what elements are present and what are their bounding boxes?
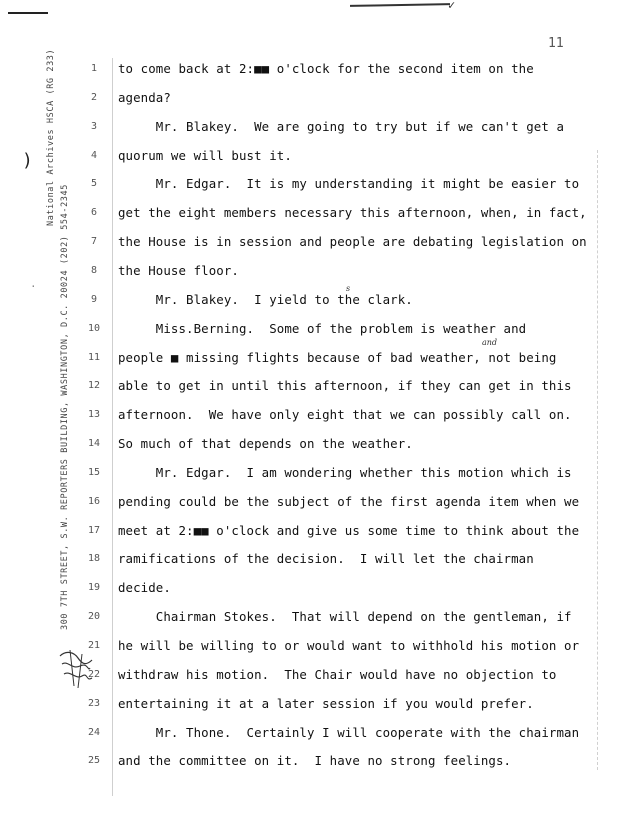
handwritten-insertion-s: s — [346, 284, 351, 293]
transcript-line: quorum we will bust it. — [118, 147, 292, 163]
line-number: 14 — [87, 438, 101, 450]
transcript-line: and the committee on it. I have no strong feelings. — [118, 753, 512, 769]
transcript-line: ramifications of the decision. I will let the chairman — [118, 551, 534, 567]
transcript-line: entertaining it at a later session if you would prefer. — [118, 695, 534, 711]
right-margin-rule — [597, 150, 599, 770]
line-number: 7 — [90, 236, 98, 248]
transcript-line: Mr. Thone. Certainly I will cooperate with the chairman — [118, 724, 580, 740]
transcript-line: the House is in session and people are debating legislation on — [118, 234, 587, 250]
printer-margin-label: 300 7TH STREET, S.W. REPORTERS BUILDING, WASHINGTON, D.C. 20024 (202) 554-2345 — [60, 184, 70, 630]
line-number: 18 — [87, 553, 101, 565]
line-number: 11 — [87, 351, 101, 363]
line-number: 12 — [87, 380, 101, 392]
transcript-line: decide. — [118, 580, 171, 596]
transcript-line: agenda? — [118, 89, 171, 105]
line-number: 23 — [87, 697, 101, 709]
margin-paren-mark: ) — [22, 150, 33, 171]
archive-margin-label: National Archives HSCA (RG 233) — [46, 48, 56, 226]
line-number: 2 — [90, 91, 98, 103]
transcript-line: pending could be the subject of the first agenda item when we — [118, 493, 580, 509]
line-number: 24 — [87, 726, 101, 738]
transcript-line: people ■ missing flights because of bad weather, not being — [118, 349, 557, 365]
line-number: 4 — [90, 149, 98, 161]
transcript-line: So much of that depends on the weather. — [118, 436, 413, 452]
line-number: 10 — [87, 322, 101, 334]
line-number: 25 — [87, 755, 101, 767]
transcript-line: to come back at 2:■■ o'clock for the second item on the — [118, 61, 534, 76]
left-margin-rule — [112, 58, 113, 796]
transcript-line: afternoon. We have only eight that we can possibly call on. — [118, 407, 572, 423]
line-number: 15 — [87, 466, 101, 478]
line-number: 1 — [90, 63, 98, 74]
stamp-mark-icon: ✓ — [448, 0, 456, 12]
transcript-line: Chairman Stokes. That will depend on the gentleman, if — [118, 609, 572, 625]
line-number: 9 — [90, 293, 98, 305]
stamp-line — [350, 3, 450, 7]
transcript-line: he will be willing to or would want to withhold his motion or — [118, 638, 580, 653]
line-number: 20 — [87, 611, 101, 623]
transcript-line: Mr. Edgar. I am wondering whether this motion which is — [118, 464, 572, 480]
transcript-line: get the eight members necessary this afternoon, when, in fact, — [118, 205, 587, 221]
transcript-line: withdraw his motion. The Chair would have no objection to — [118, 666, 557, 682]
transcript-line: Miss.Berning. Some of the problem is weather and — [118, 320, 527, 336]
line-number: 22 — [87, 668, 101, 680]
transcript-line: the House floor. — [118, 262, 239, 278]
line-number: 3 — [90, 120, 98, 132]
line-number: 19 — [87, 582, 101, 594]
transcript-line: able to get in until this afternoon, if they can get in this — [118, 378, 572, 394]
transcript-line: meet at 2:■■ o'clock and give us some time to think about the — [118, 522, 580, 538]
line-number: 8 — [90, 264, 98, 276]
line-number: 5 — [90, 178, 98, 190]
handwritten-signature-icon — [56, 646, 96, 690]
line-number: 21 — [87, 640, 101, 651]
page-number: 11 — [548, 36, 564, 51]
line-number: 16 — [87, 495, 101, 507]
margin-dot-icon: · — [30, 280, 37, 293]
handwritten-insertion-and: and — [482, 338, 498, 347]
transcript-line: Mr. Blakey. We are going to try but if we can't get a — [118, 118, 565, 134]
line-number: 6 — [90, 207, 98, 219]
top-left-rule — [8, 12, 48, 14]
line-number: 17 — [87, 524, 101, 536]
line-number: 13 — [87, 409, 101, 421]
transcript-line: Mr. Blakey. I yield to the clark. — [118, 291, 413, 307]
transcript-line: Mr. Edgar. It is my understanding it might be easier to — [118, 176, 580, 192]
